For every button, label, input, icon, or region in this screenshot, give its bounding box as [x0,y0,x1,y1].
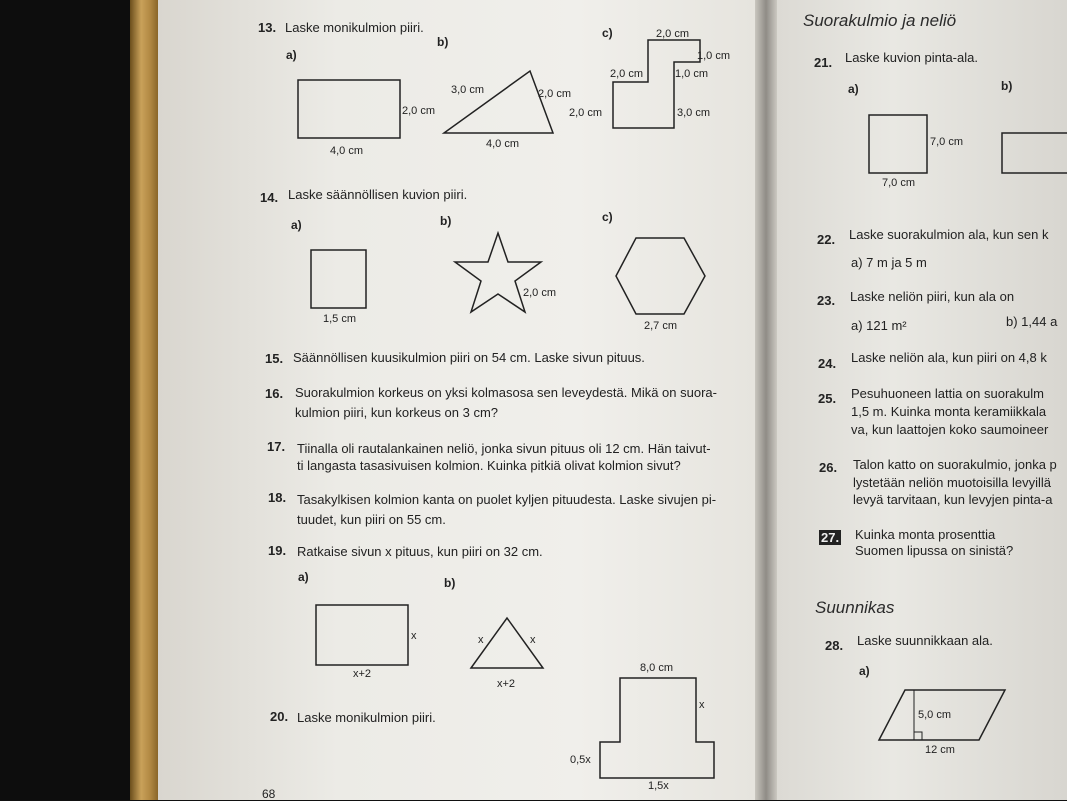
q15-number: 15. [265,351,284,366]
q26-line2: lystetään neliön muotoisilla levyillä [853,475,1051,490]
q19b-base: x+2 [497,678,516,690]
q20-polygon [600,678,714,778]
q21a-square [869,115,927,173]
q13a-width: 4,0 cm [330,145,364,157]
q26-line3: levyä tarvitaan, kun levyjen pinta-a [853,492,1053,507]
q13b-left: 3,0 cm [451,84,485,96]
q19-text: Ratkaise sivun x pituus, kun piiri on 32 cm. [297,544,543,559]
q23-number: 23. [817,293,836,308]
q23-text: Laske neliön piiri, kun ala on [850,289,1015,304]
q13-b-label: b) [437,35,449,49]
q27-line2: Suomen lipussa on sinistä? [855,543,1014,558]
q24-number: 24. [818,356,837,371]
q28-text: Laske suunnikkaan ala. [857,633,993,648]
q13c-side3: 1,0 cm [675,68,709,80]
q25-line3: va, kun laattojen koko saumoineer [851,422,1049,437]
q28-number: 28. [825,638,844,653]
q19b-right: x [530,634,536,646]
q18-number: 18. [268,490,287,505]
q19-a-label: a) [298,570,309,584]
q28-a-label: a) [859,664,870,678]
section-heading-rectangle-square: Suorakulmio ja neliö [803,11,957,30]
q21a-side: 7,0 cm [930,136,964,148]
q20-text: Laske monikulmion piiri. [297,710,436,725]
left-page-figures [158,0,758,800]
q19-b-label: b) [444,576,456,590]
q14b-side: 2,0 cm [523,287,557,299]
q21-number: 21. [814,55,833,70]
q16-line1: Suorakulmion korkeus on yksi kolmasosa sen leveydestä. Mikä on suora- [295,385,717,400]
q13c-side5: 3,0 cm [677,107,711,119]
section-heading-parallelogram: Suunnikas [815,598,895,617]
q13-text: Laske monikulmion piiri. [285,20,424,35]
q28a-base: 12 cm [925,744,955,756]
q13-number: 13. [258,20,277,35]
q13-a-label: a) [286,48,297,62]
left-page [158,0,758,800]
q15-text: Säännöllisen kuusikulmion piiri on 54 cm. Laske sivun pituus. [293,350,645,365]
q14b-star [455,233,541,312]
page-number: 68 [262,787,276,801]
q20-left: 0,5x [570,754,591,766]
q13c-side1: 1,0 cm [697,50,731,62]
q25-line2: 1,5 m. Kuinka monta keramiikkala [851,404,1047,419]
q21-b-label: b) [1001,79,1013,93]
q27-number: 27. [821,530,840,545]
q22-a: a) 7 m ja 5 m [851,255,927,270]
q21a-base: 7,0 cm [882,177,916,189]
q23-b: b) 1,44 a [1006,314,1058,329]
q20-top: 8,0 cm [640,662,674,674]
q13c-side4: 2,0 cm [569,107,603,119]
q28a-height: 5,0 cm [918,709,952,721]
q23-a: a) 121 m² [851,318,907,333]
q13c-top: 2,0 cm [656,28,690,40]
q14-b-label: b) [440,214,452,228]
q18-line1: Tasakylkisen kolmion kanta on puolet kyljen pituudesta. Laske sivujen pi- [297,492,717,507]
q16-number: 16. [265,386,284,401]
q14c-side: 2,7 cm [644,320,678,332]
q13a-rectangle [298,80,400,138]
q25-line1: Pesuhuoneen lattia on suorakulm [851,386,1044,401]
q14-number: 14. [260,190,279,205]
q14a-side: 1,5 cm [323,313,357,325]
q14c-hexagon [616,238,705,314]
q22-text: Laske suorakulmion ala, kun sen k [849,227,1049,242]
q24-text: Laske neliön ala, kun piiri on 4,8 k [851,350,1047,365]
q13-c-label: c) [602,26,613,40]
q20-bottom: 1,5x [648,780,669,792]
q22-number: 22. [817,232,836,247]
q14-c-label: c) [602,210,613,224]
page-edge [130,0,158,800]
q18-line2: tuudet, kun piiri on 55 cm. [297,512,446,527]
q13a-height: 2,0 cm [402,105,436,117]
q14-text: Laske säännöllisen kuvion piiri. [288,187,468,202]
q19a-rectangle [316,605,408,665]
background-dark [0,0,130,800]
q13c-side2: 2,0 cm [610,68,644,80]
q17-line2: ti langasta tasasivuisen kolmion. Kuinka pitkiä olivat kolmion sivut? [297,458,681,473]
q19-number: 19. [268,543,287,558]
q21-text: Laske kuvion pinta-ala. [845,50,978,65]
q28a-right-angle [914,732,922,740]
q26-line1: Talon katto on suorakulmio, jonka p [853,457,1057,472]
q14a-square [311,250,366,308]
q21-a-label: a) [848,82,859,96]
q27-line1: Kuinka monta prosenttia [855,527,996,542]
q13b-right: 2,0 cm [538,88,572,100]
q19a-base: x+2 [353,668,372,680]
q20-number: 20. [270,709,289,724]
q17-number: 17. [267,439,286,454]
q16-line2: kulmion piiri, kun korkeus on 3 cm? [295,405,499,420]
q13b-base: 4,0 cm [486,138,520,150]
q19a-side: x [411,630,417,642]
q26-number: 26. [819,460,838,475]
right-page [777,0,1067,800]
book-gutter [755,0,777,800]
q20-right: x [699,699,705,711]
q13b-triangle [444,71,553,133]
q25-number: 25. [818,391,837,406]
q21b-rectangle [1002,133,1067,173]
q17-line1: Tiinalla oli rautalankainen neliö, jonka sivun pituus oli 12 cm. Hän taivut- [297,441,711,456]
q19b-left: x [478,634,484,646]
q14-a-label: a) [291,218,302,232]
